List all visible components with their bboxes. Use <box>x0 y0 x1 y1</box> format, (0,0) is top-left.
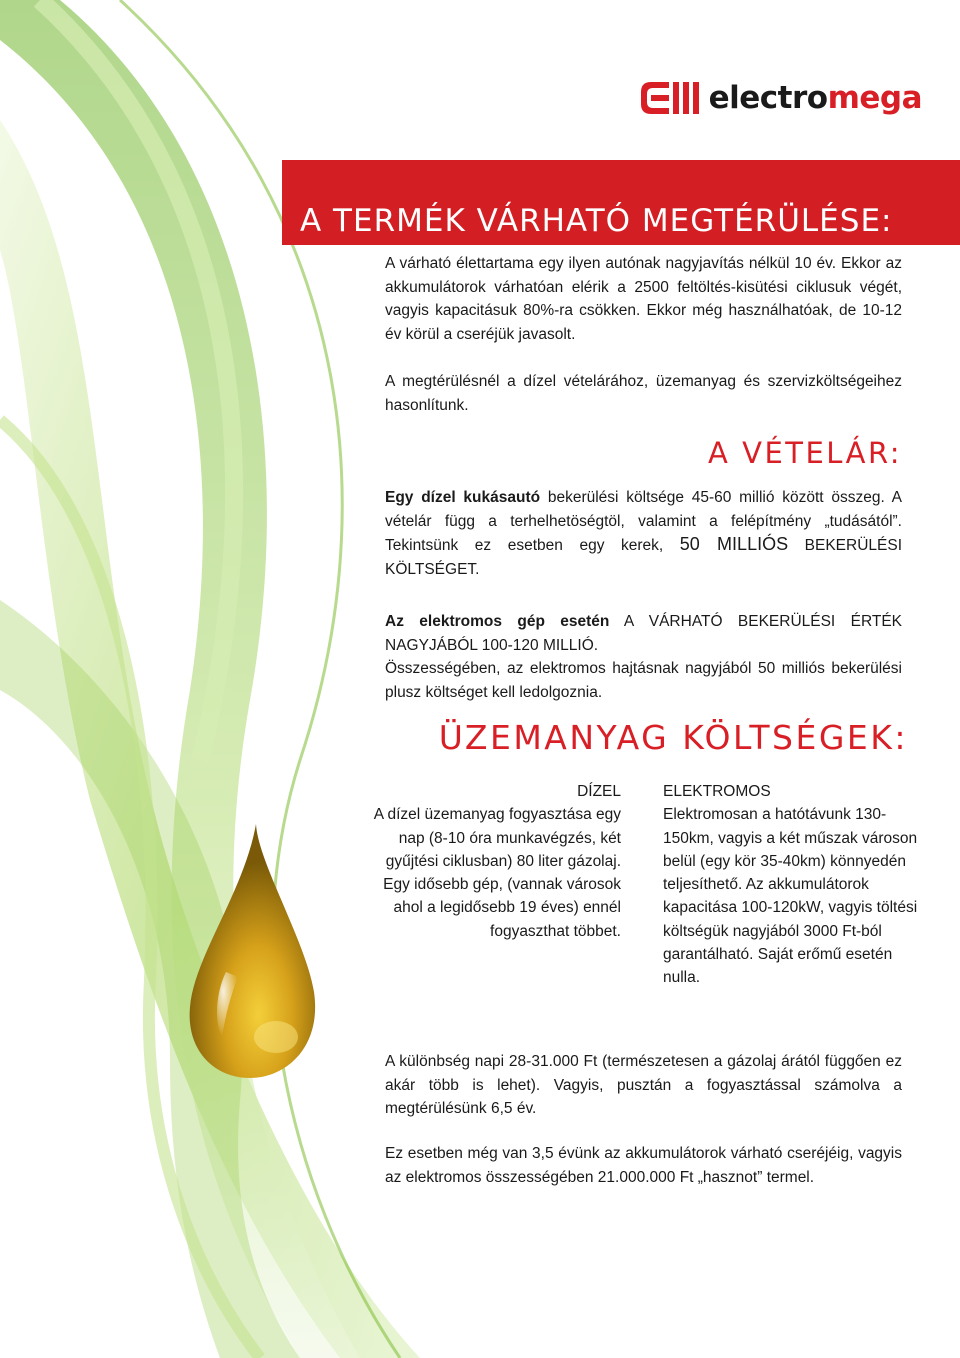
oil-drop-icon <box>186 822 320 1080</box>
diesel-text: A dízel üzemanyag fogyasztása egy nap (8-10 óra munkavégzés, két gyűjtési ciklusban) 80 liter gázolaj. Egy idősebb gép, (vannak városok ahol a legidősebb 19 éves) ennél fogyaszthat többet. <box>373 806 621 940</box>
brand-logo <box>641 80 922 116</box>
logo-mark-icon <box>641 80 703 116</box>
electric-text: Elektromosan a hatótávunk 130-150km, vagyis a két műszak városon belül (egy kör 35-40km) könnyedén teljesíthető. Az akkumulátorok kapacitása 100-120kW, vagyis töltési költségük nagyjából 3000 Ft-ból garantálható. Saját erőmű esetén nulla. <box>663 806 918 987</box>
difference-paragraph: A különbség napi 28-31.000 Ft (természetesen a gázolaj árától függően ez akár több is lehet). Vagyis, pusztán a fogyasztással számolva a megtérülésünk 6,5 év. <box>385 1053 902 1117</box>
logo-wordmark: electromega <box>708 80 922 116</box>
electric-column <box>663 780 925 990</box>
page-title: A TERMÉK VÁRHATÓ MEGTÉRÜLÉSE: <box>300 203 893 239</box>
diesel-column <box>355 780 621 943</box>
intro-paragraph: A várható élettartama egy ilyen autónak nagyjavítás nélkül 10 év. Ekkor az akkumulátorok várhatóan elérik a 2500 feltöltés-kisütési ciklusuk végét, vagyis kapacitásuk 80%-ra csökken. Ekkor még használhatóak, de 10-12 év körül a cseréjük javasolt. <box>385 255 902 343</box>
fuel-heading: ÜZEMANYAG KÖLTSÉGEK: <box>438 718 908 757</box>
price-heading: A VÉTELÁR: <box>708 436 902 470</box>
diesel-title: DÍZEL <box>577 783 621 800</box>
profit-paragraph: Ez esetben még van 3,5 évünk az akkumulátorok várható cseréjéig, vagyis az elektromos összességében 21.000.000 Ft „hasznot” termel. <box>385 1145 902 1186</box>
extra-cost-paragraph: Összességében, az elektromos hajtásnak nagyjából 50 milliós bekerülési plusz költséget kell ledolgoznia. <box>385 660 902 701</box>
price-paragraph: Egy dízel kukásautó bekerülési költsége 45-60 millió között összeg. A vételár függ a terhelhetöségtöl, valamint a felépítmény „tudásától”. Tekintsünk ez esetben egy kerek, 50 MILLIÓS BEKERÜLÉSI KÖLTSÉGET. <box>385 489 903 578</box>
electric-title: ELEKTROMOS <box>663 783 771 800</box>
electric-price-paragraph: Az elektromos gép esetén A VÁRHATÓ BEKERÜLÉSI ÉRTÉK NAGYJÁBÓL 100-120 MILLIÓ. <box>385 613 903 654</box>
comparison-note: A megtérülésnél a dízel vételárához, üzemanyag és szervizköltségeihez hasonlítunk. <box>385 373 902 414</box>
title-banner <box>282 160 960 245</box>
